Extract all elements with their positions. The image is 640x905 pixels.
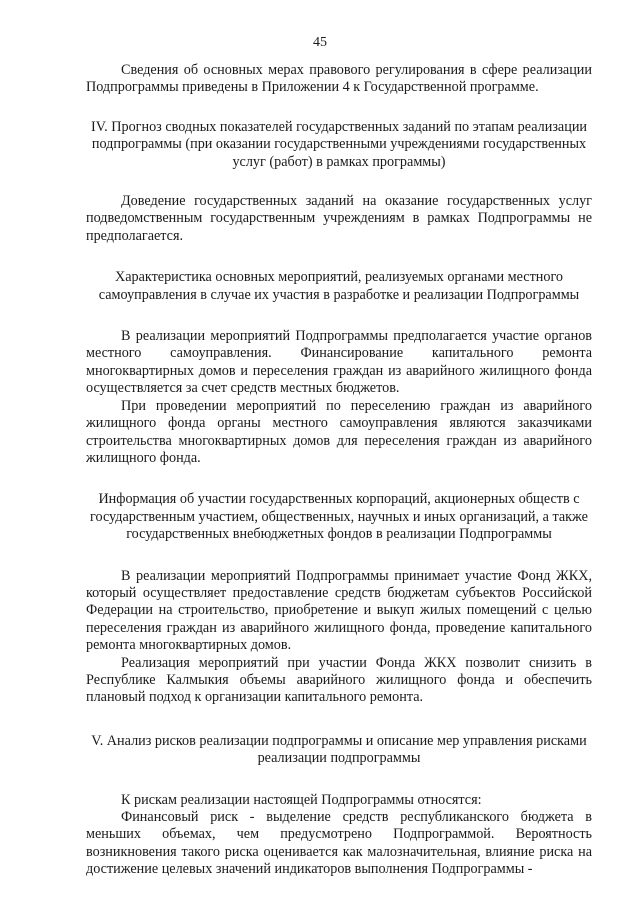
heading-corporations-participation: Информация об участии государственных корпораций, акционерных обществ с государственным участием, общественных, научных и иных организаций, а также государственных внебюджетных фондов в реализации Подпрограммы [90, 491, 588, 543]
page-number: 45 [313, 35, 327, 50]
paragraph-legal-regulation: Сведения об основных мерах правового регулирования в сфере реализации Подпрограммы приведены в Приложении 4 к Государственной программе. [86, 62, 592, 96]
paragraph-resettlement-customers: При проведении мероприятий по переселению граждан из аварийного жилищного фонда органы местного самоуправления являются заказчиками строительства многоквартирных домов для переселения граждан из аварийного жилищного фонда. [86, 397, 592, 466]
section-heading-iv: IV. Прогноз сводных показателей государственных заданий по этапам реализации подпрограммы (при оказании государственными учреждениями государственных услуг (работ) в рамках программы) [91, 118, 587, 170]
paragraph-risks-intro: К рискам реализации настоящей Подпрограммы относятся: [121, 791, 482, 808]
paragraph-housing-fund-effect: Реализация мероприятий при участии Фонда ЖКХ позволит снизить в Республике Калмыкия объемы аварийного жилищного фонда и обеспечить плановый подход к организации капитального ремонта. [86, 654, 592, 706]
paragraph-financial-risk: Финансовый риск - выделение средств республиканского бюджета в меньших объемах, чем предусмотрено Подпрограммой. Вероятность возникновения такого риска оценивается как малозначительная, влияние риска на достижение целевых значений индикаторов выполнения Подпрограммы - [86, 809, 592, 878]
paragraph-housing-fund-participation: В реализации мероприятий Подпрограммы принимает участие Фонд ЖКХ, который осуществляет предоставление средств бюджетам субъектов Российской Федерации на строительство, приобретение и выкуп жилых помещений с целью переселения граждан из аварийного жилищного фонда, проведение капитального ремонта многоквартирных домов. [86, 567, 592, 654]
paragraph-local-government-participation: В реализации мероприятий Подпрограммы предполагается участие органов местного самоуправления. Финансирование капитального ремонта многоквартирных домов и переселения граждан из аварийного жилищного фонда осуществляется за счет средств местных бюджетов. [86, 328, 592, 397]
paragraph-state-tasks: Доведение государственных заданий на оказание государственных услуг подведомственным государственным учреждениям в рамках Подпрограммы не предполагается. [86, 193, 592, 244]
section-heading-v: V. Анализ рисков реализации подпрограммы и описание мер управления рисками реализации подпрограммы [91, 732, 587, 767]
heading-local-government-measures: Характеристика основных мероприятий, реализуемых органами местного самоуправления в случае их участия в разработке и реализации Подпрограммы [98, 269, 580, 303]
page-content [86, 62, 592, 879]
